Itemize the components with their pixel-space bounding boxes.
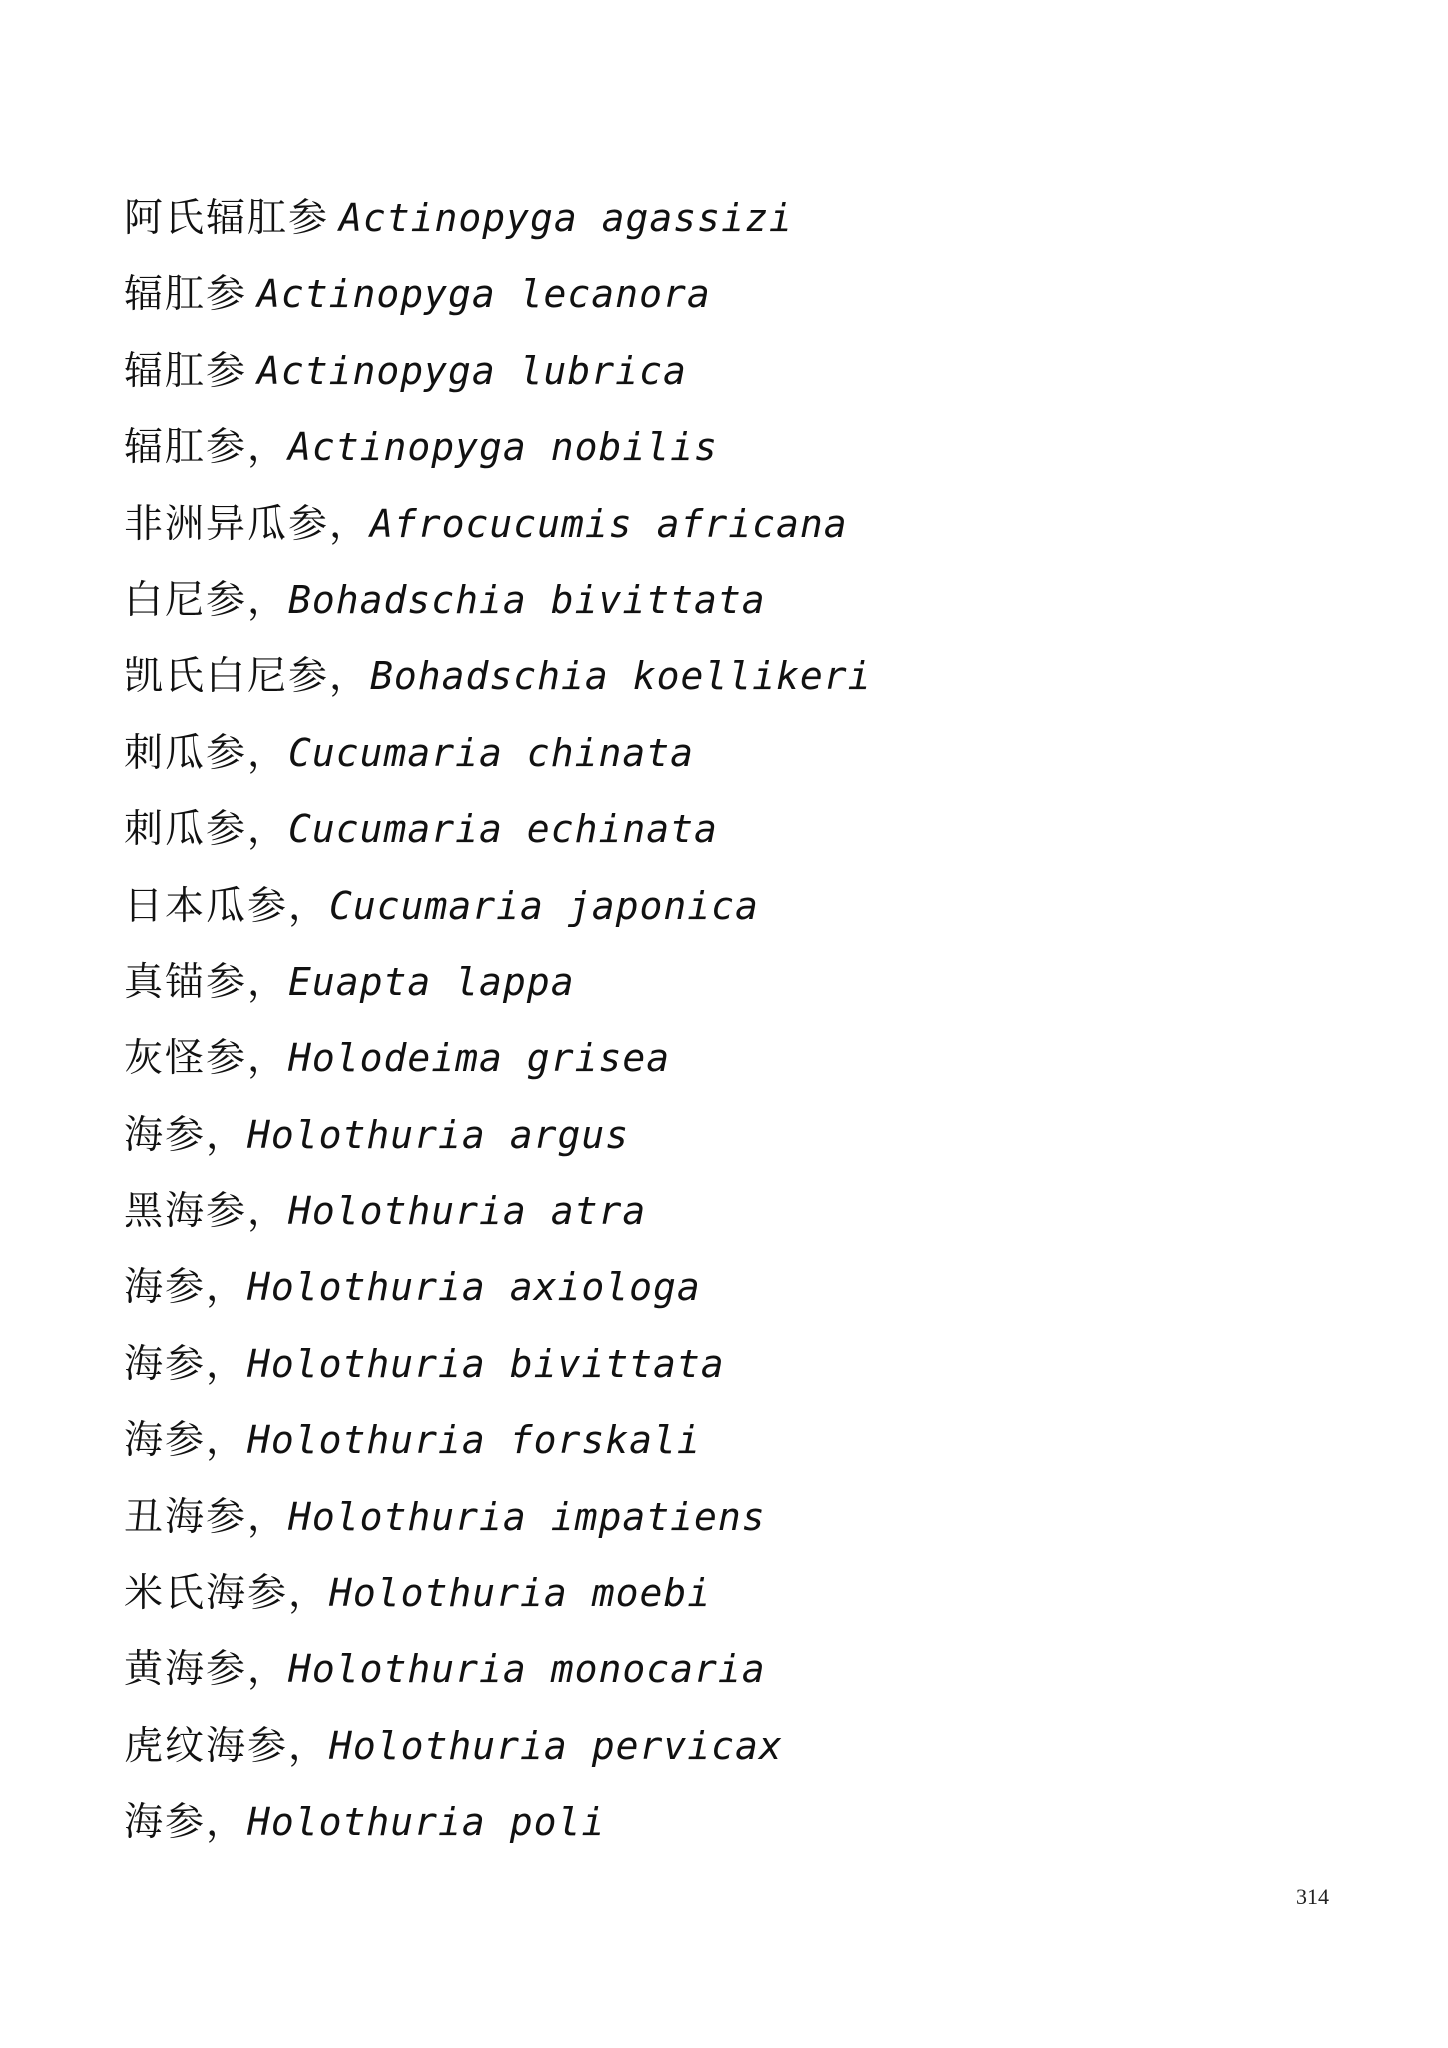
list-item [124,1020,1274,1096]
latin-name: Holothuria pervicax [329,1723,783,1768]
separator: ， [288,1571,328,1617]
separator: ， [247,807,287,853]
latin-name: Holothuria monocaria [288,1647,766,1692]
page-number: 314 [1296,1884,1329,1909]
common-name: 海参 [124,1800,207,1846]
common-name: 海参 [124,1418,207,1464]
latin-name: Cucumaria japonica [329,883,759,928]
common-name: 海参 [124,1112,207,1158]
list-item [124,715,1274,791]
latin-name: Holothuria bivittata [247,1341,725,1386]
latin-name: Holothuria atra [288,1189,647,1234]
latin-name: Holodeima grisea [288,1036,671,1081]
separator: ， [288,1723,328,1769]
common-name: 非洲异瓜参 [124,501,330,547]
list-item [124,486,1274,562]
list-item [124,638,1274,714]
separator: ， [247,425,287,471]
latin-name: Holothuria argus [247,1112,630,1157]
common-name: 黑海参 [124,1189,248,1235]
latin-name: Holothuria moebi [329,1571,712,1616]
list-item [124,1097,1274,1173]
separator: ， [247,577,287,623]
common-name: 日本瓜参 [124,883,289,929]
list-item [124,180,1274,256]
separator: ， [206,1418,246,1464]
list-item [124,1326,1274,1402]
latin-name: Holothuria impatiens [288,1494,766,1539]
common-name: 黄海参 [124,1647,248,1693]
list-item [124,1708,1274,1784]
list-item [124,1555,1274,1631]
latin-name: Actinopyga lubrica [257,348,687,393]
separator: ， [247,1494,287,1540]
common-name: 海参 [124,1341,207,1387]
common-name: 刺瓜参 [124,807,248,853]
list-item [124,868,1274,944]
common-name: 丑海参 [124,1494,248,1540]
list-item [124,1249,1274,1325]
separator: ， [206,1265,246,1311]
common-name: 刺瓜参 [124,730,248,776]
common-name: 阿氏辐肛参 [124,196,330,241]
list-item [124,791,1274,867]
list-item [124,1784,1274,1860]
common-name: 辐肛参 [124,348,248,394]
list-item [124,1173,1274,1249]
common-name: 海参 [124,1265,207,1311]
list-item [124,562,1274,638]
common-name: 米氏海参 [124,1571,289,1617]
list-item [124,409,1274,485]
latin-name: Actinopyga lecanora [257,272,711,317]
latin-name: Holothuria poli [247,1800,606,1845]
latin-name: Holothuria axiologa [247,1265,701,1310]
separator: ， [288,883,328,929]
list-item [124,1402,1274,1478]
common-name: 辐肛参 [124,272,248,318]
latin-name: Cucumaria echinata [288,807,718,852]
latin-name: Cucumaria chinata [288,730,694,775]
separator: ， [206,1112,246,1158]
latin-name: Bohadschia bivittata [288,577,766,622]
separator: ， [247,1189,287,1235]
common-name: 灰怪参 [124,1036,248,1082]
latin-name: Bohadschia koellikeri [370,654,872,699]
list-item [124,1479,1274,1555]
separator: ， [206,1800,246,1846]
separator: ， [247,1036,287,1082]
list-item [124,1631,1274,1707]
common-name: 白尼参 [124,577,248,623]
common-name: 辐肛参 [124,425,248,471]
list-item [124,944,1274,1020]
latin-name: Actinopyga nobilis [288,425,718,470]
separator: ， [247,1647,287,1693]
latin-name: Afrocucumis africana [370,501,848,546]
separator: ， [329,501,369,547]
list-item [124,333,1274,409]
latin-name: Euapta lappa [288,959,575,1004]
common-name: 虎纹海参 [124,1723,289,1769]
common-name: 真锚参 [124,959,248,1005]
latin-name: Actinopyga agassizi [339,196,793,240]
list-item [124,256,1274,332]
latin-name: Holothuria forskali [247,1418,701,1463]
separator: ， [329,654,369,700]
separator: ， [206,1341,246,1387]
separator: ， [247,730,287,776]
common-name: 凯氏白尼参 [124,654,330,700]
separator: ， [247,959,287,1005]
species-list [124,180,1274,1861]
